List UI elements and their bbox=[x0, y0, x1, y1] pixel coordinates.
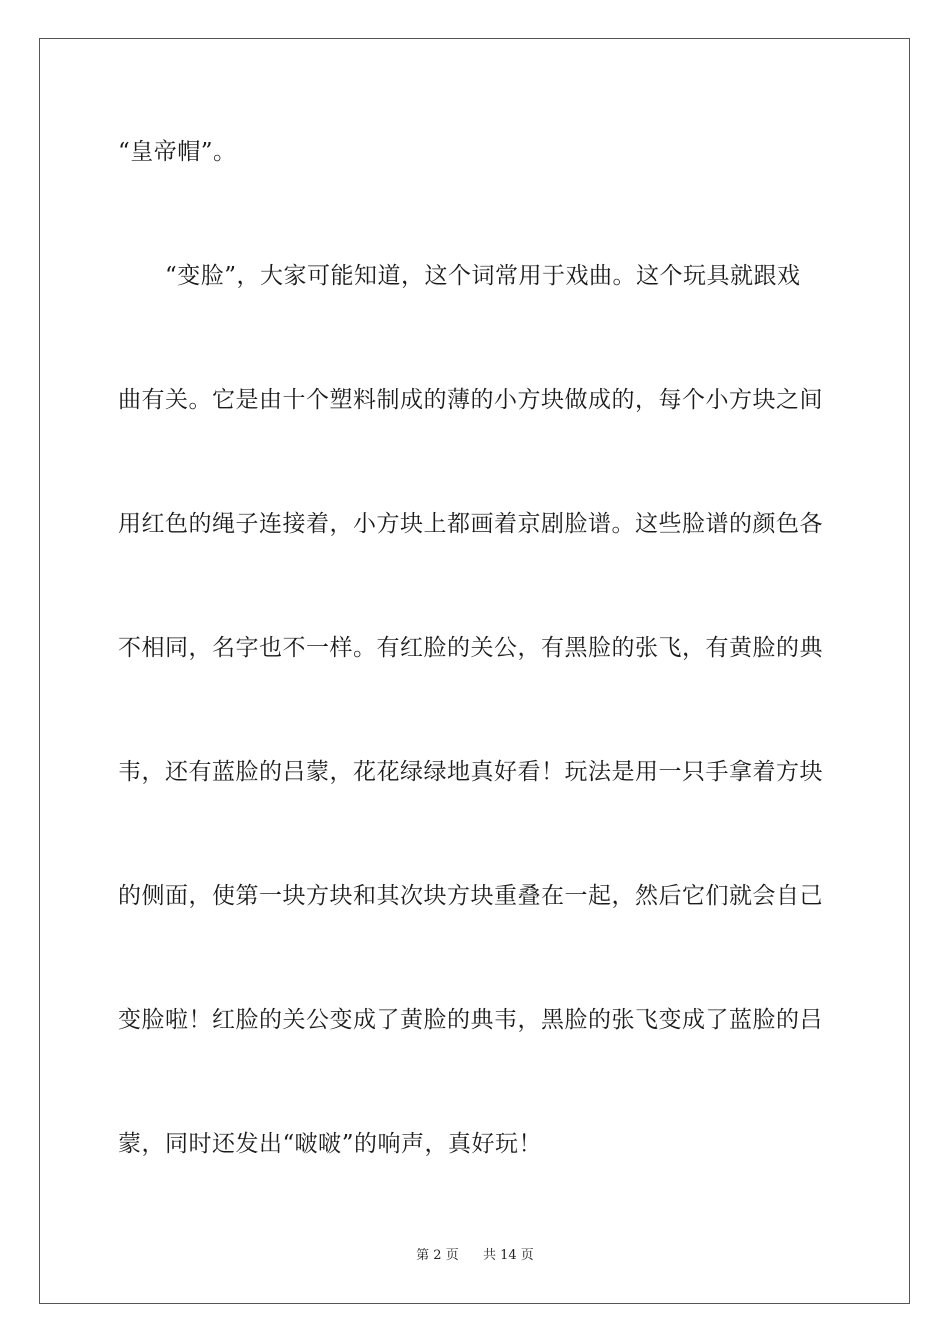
text-line-6: 韦，还有蓝脸的吕蒙，花花绿绿地真好看！玩法是用一只手拿着方块 bbox=[118, 759, 823, 785]
text-line-9: 蒙，同时还发出“啵啵”的响声，真好玩！ bbox=[118, 1131, 543, 1157]
text-line-3: 曲有关。它是由十个塑料制成的薄的小方块做成的，每个小方块之间 bbox=[118, 387, 823, 413]
text-line-7: 的侧面，使第一块方块和其次块方块重叠在一起，然后它们就会自己 bbox=[118, 883, 823, 909]
page-number: 第 2 页 bbox=[416, 1248, 459, 1263]
text-line-5: 不相同，名字也不一样。有红脸的关公，有黑脸的张飞，有黄脸的典 bbox=[118, 635, 823, 661]
page-total: 共 14 页 bbox=[483, 1248, 534, 1263]
page-border bbox=[39, 38, 910, 1304]
page-footer bbox=[0, 1247, 950, 1265]
text-line-2: “变脸”，大家可能知道，这个词常用于戏曲。这个玩具就跟戏 bbox=[118, 263, 801, 289]
text-line-1: “皇帝帽”。 bbox=[118, 139, 237, 165]
text-line-8: 变脸啦！红脸的关公变成了黄脸的典韦，黑脸的张飞变成了蓝脸的吕 bbox=[118, 1007, 823, 1033]
text-line-4: 用红色的绳子连接着，小方块上都画着京剧脸谱。这些脸谱的颜色各 bbox=[118, 511, 823, 537]
